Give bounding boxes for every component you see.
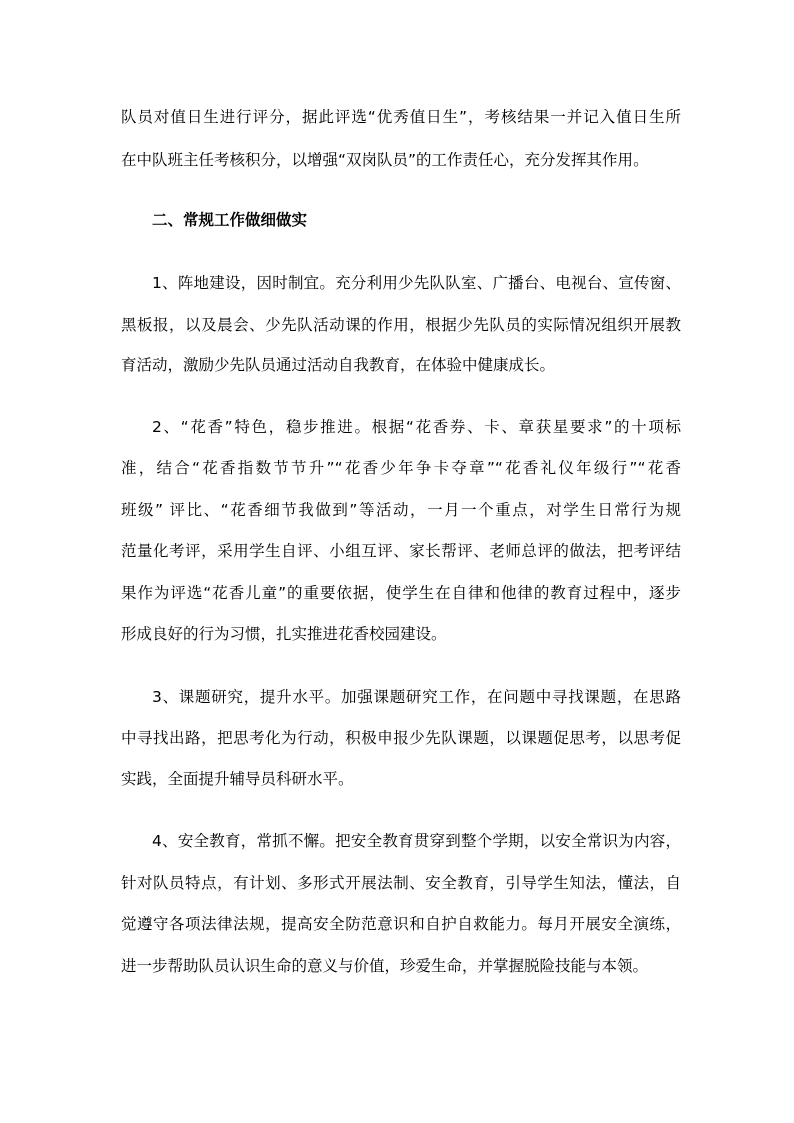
paragraph-2-line-6: 形成良好的行为习惯，扎实推进花香校园建设。 [121, 625, 447, 643]
paragraph-4-line-4: 进一步帮助队员认识生命的意义与价值，珍爱生命，并掌握脱险技能与本领。 [121, 957, 649, 975]
paragraph-3-line-1: 3、课题研究，提升水平。加强课题研究工作，在问题中寻找课题，在思路 [152, 688, 681, 706]
paragraph-2-line-4: 范量化考评，采用学生自评、小组互评、家长帮评、老师总评的做法，把考评结 [121, 542, 681, 560]
section-heading: 二、常规工作做细做实 [152, 211, 308, 229]
paragraph-4-line-2: 针对队员特点，有计划、多形式开展法制、安全教育，引导学生知法，懂法，自 [121, 874, 681, 892]
paragraph-1-line-1: 1、阵地建设，因时制宜。充分利用少先队队室、广播台、电视台、宣传窗、 [152, 274, 681, 292]
intro-line-1: 队员对值日生进行评分，据此评选“优秀值日生”，考核结果一并记入值日生所 [121, 108, 681, 126]
paragraph-2-line-5: 果作为评选“花香儿童”的重要依据，使学生在自律和他律的教育过程中，逐步 [121, 584, 681, 602]
intro-line-2: 在中队班主任考核积分，以增强“双岗队员”的工作责任心，充分发挥其作用。 [121, 151, 649, 169]
paragraph-3-line-3: 实践，全面提升辅导员科研水平。 [121, 770, 354, 788]
paragraph-3-line-2: 中寻找出路，把思考化为行动，积极申报少先队课题，以课题促思考，以思考促 [121, 729, 681, 747]
paragraph-4-line-3: 觉遵守各项法律法规，提高安全防范意识和自护自救能力。每月开展安全演练， [121, 915, 681, 933]
paragraph-2-line-3: 班级” 评比、“花香细节我做到”等活动，一月一个重点，对学生日常行为规 [121, 501, 681, 519]
paragraph-1-line-3: 育活动，激励少先队员通过活动自我教育，在体验中健康成长。 [121, 356, 556, 374]
paragraph-1-line-2: 黑板报，以及晨会、少先队活动课的作用，根据少先队员的实际情况组织开展教 [121, 316, 681, 334]
paragraph-2-line-2: 准，结合“花香指数节节升”“花香少年争卡夺章”“花香礼仪年级行”“花香 [121, 459, 681, 477]
paragraph-4-line-1: 4、安全教育，常抓不懈。把安全教育贯穿到整个学期，以安全常识为内容， [152, 832, 681, 850]
paragraph-2-line-1: 2、“花香”特色，稳步推进。根据“花香券、卡、章获星要求”的十项标 [152, 418, 681, 436]
